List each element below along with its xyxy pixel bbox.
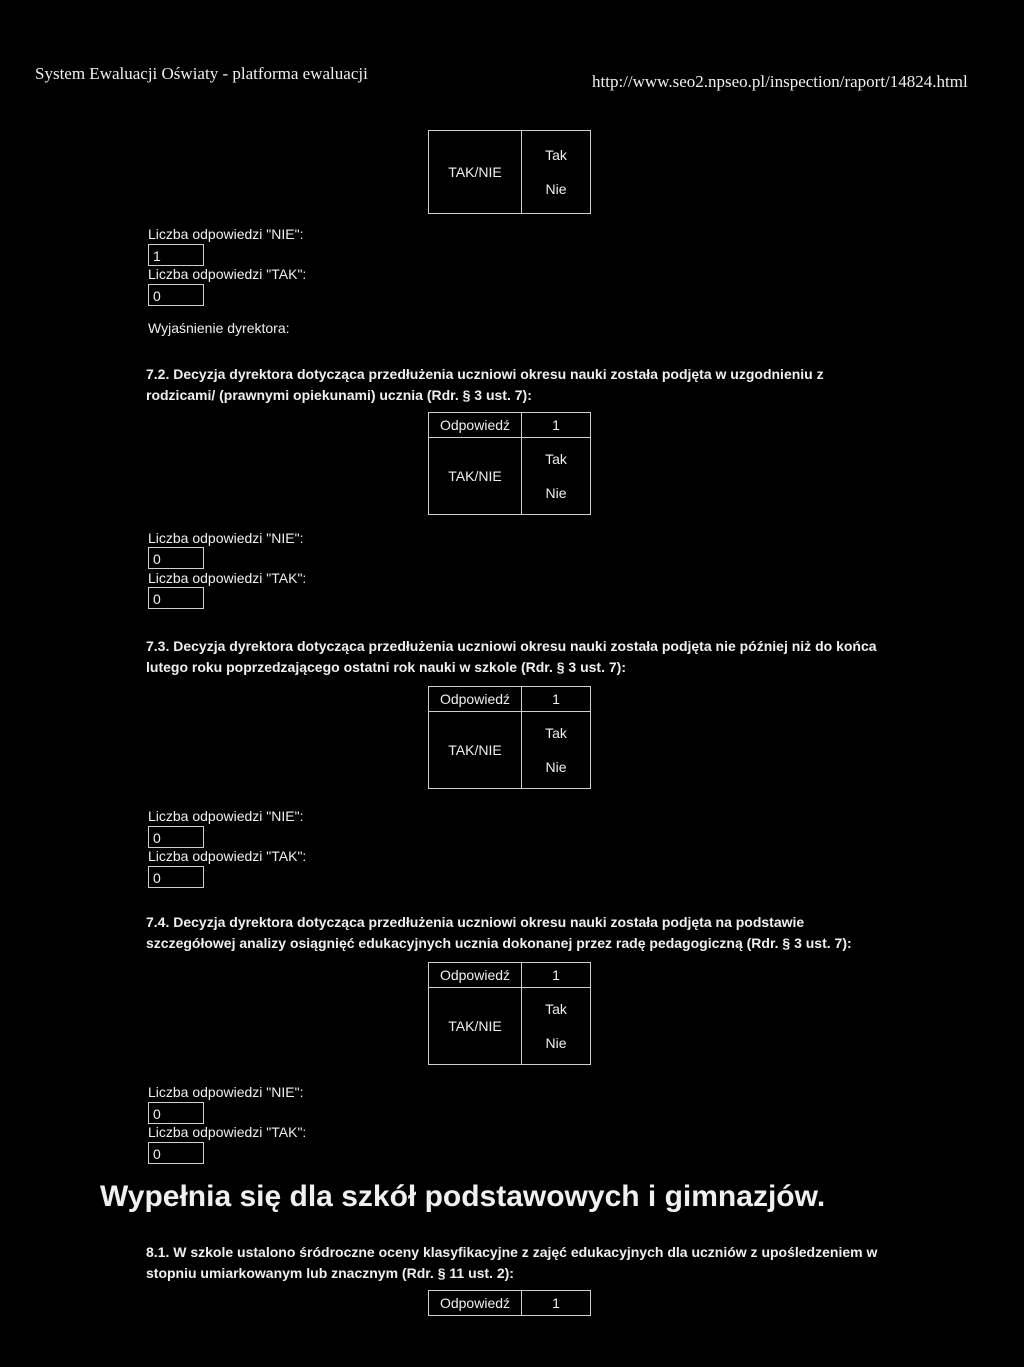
count-nie-label: Liczba odpowiedzi "NIE": xyxy=(148,530,304,546)
count-tak-value: 0 xyxy=(148,1142,204,1164)
choices-cell xyxy=(522,131,591,214)
header-title: System Ewaluacji Oświaty - platforma ewaluacji xyxy=(35,64,368,83)
question-7-4: 7.4. Decyzja dyrektora dotycząca przedłużenia uczniowi okresu nauki została podjęta na podstawie szczegółowej analizy osiągnięć edukacyjnych ucznia dokonanej przez radę pedagogiczną (Rdr. § 3 ust. 7): xyxy=(146,914,852,951)
count-tak-value: 0 xyxy=(148,587,204,609)
count-tak-value: 0 xyxy=(148,866,204,888)
wyjasnienie-label: Wyjaśnienie dyrektora: xyxy=(148,320,290,336)
taknie-label: TAK/NIE xyxy=(429,131,522,214)
question-8-1: 8.1. W szkole ustalono śródroczne oceny klasyfikacyjne z zajęć edukacyjnych dla uczniów z upośledzeniem w stopniu umiarkowanym lub znacznym (Rdr. § 11 ust. 2): xyxy=(146,1244,878,1281)
answer-number: 1 xyxy=(522,1291,591,1316)
answer-table-7-3 xyxy=(428,686,591,789)
answer-number: 1 xyxy=(522,413,591,438)
choice-tak: Tak xyxy=(545,451,567,467)
count-tak-value: 0 xyxy=(148,284,204,306)
count-nie-value: 0 xyxy=(148,547,204,569)
count-nie-label: Liczba odpowiedzi "NIE": xyxy=(148,808,304,824)
odpowiedz-header: Odpowiedź xyxy=(429,413,522,438)
answer-table-7-1 xyxy=(428,130,591,214)
choice-tak: Tak xyxy=(545,725,567,741)
question-7-2: 7.2. Decyzja dyrektora dotycząca przedłużenia uczniowi okresu nauki została podjęta w uzgodnieniu z rodzicami/ (prawnymi opiekunami) ucznia (Rdr. § 3 ust. 7): xyxy=(146,366,824,403)
choices-cell xyxy=(522,438,591,515)
count-nie-value: 1 xyxy=(148,244,204,266)
odpowiedz-header: Odpowiedź xyxy=(429,963,522,988)
choices-cell xyxy=(522,712,591,789)
count-tak-label: Liczba odpowiedzi "TAK": xyxy=(148,570,307,586)
taknie-label: TAK/NIE xyxy=(429,438,522,515)
choice-nie: Nie xyxy=(545,1035,567,1051)
count-nie-label: Liczba odpowiedzi "NIE": xyxy=(148,1084,304,1100)
odpowiedz-header: Odpowiedź xyxy=(429,687,522,712)
choice-nie: Nie xyxy=(545,759,567,775)
choice-tak: Tak xyxy=(545,1001,567,1017)
answer-number: 1 xyxy=(522,687,591,712)
header-url: http://www.seo2.npseo.pl/inspection/raport/14824.html xyxy=(592,72,968,91)
question-7-3: 7.3. Decyzja dyrektora dotycząca przedłużenia uczniowi okresu nauki została podjęta nie później niż do końca lutego roku poprzedzającego ostatni rok nauki w szkole (Rdr. § 3 ust. 7): xyxy=(146,638,877,675)
odpowiedz-header: Odpowiedź xyxy=(429,1291,522,1316)
count-tak-label: Liczba odpowiedzi "TAK": xyxy=(148,1124,307,1140)
count-nie-value: 0 xyxy=(148,1102,204,1124)
answer-table-8-1 xyxy=(428,1290,591,1316)
section-heading: Wypełnia się dla szkół podstawowych i gimnazjów. xyxy=(100,1180,826,1213)
choice-nie: Nie xyxy=(545,485,567,501)
answer-number: 1 xyxy=(522,963,591,988)
answer-table-7-4 xyxy=(428,962,591,1065)
choice-nie: Nie xyxy=(545,181,567,197)
count-nie-value: 0 xyxy=(148,826,204,848)
choices-cell xyxy=(522,988,591,1065)
choice-tak: Tak xyxy=(545,147,567,163)
count-tak-label: Liczba odpowiedzi "TAK": xyxy=(148,266,307,282)
count-nie-label: Liczba odpowiedzi "NIE": xyxy=(148,226,304,242)
count-tak-label: Liczba odpowiedzi "TAK": xyxy=(148,848,307,864)
taknie-label: TAK/NIE xyxy=(429,712,522,789)
taknie-label: TAK/NIE xyxy=(429,988,522,1065)
answer-table-7-2 xyxy=(428,412,591,515)
